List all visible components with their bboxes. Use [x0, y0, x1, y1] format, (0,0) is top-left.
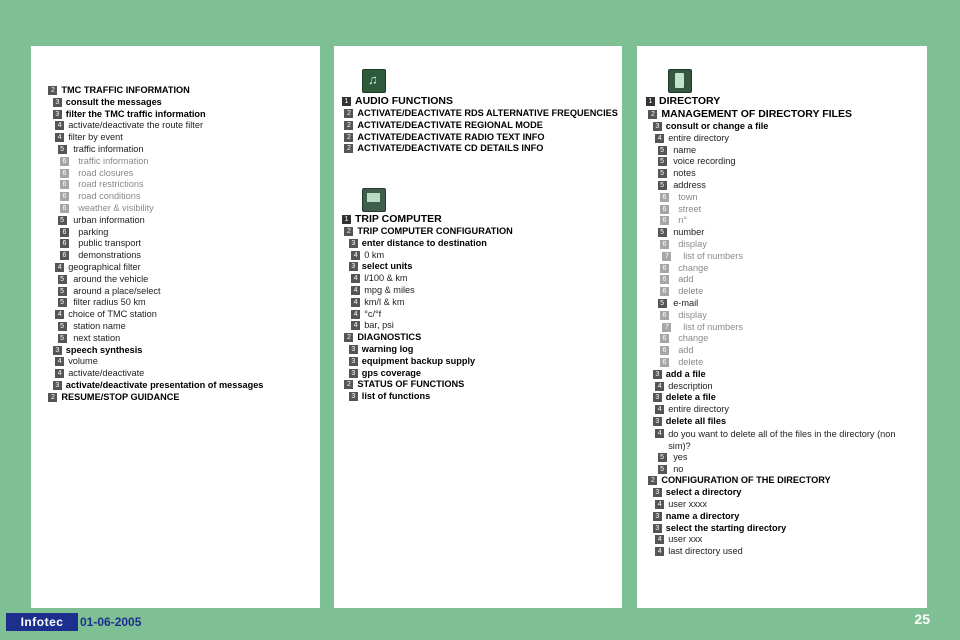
menu-item-label: consult or change a file	[665, 121, 769, 131]
menu-item-label: ACTIVATE/DEACTIVATE RDS ALTERNATIVE FREQUENCIES	[357, 108, 618, 118]
menu-item-label: warning log	[361, 343, 414, 354]
menu-item	[31, 356, 320, 368]
menu-item	[637, 464, 927, 476]
menu-item-label: no	[673, 463, 684, 474]
menu-item-label: MANAGEMENT OF DIRECTORY FILES	[661, 108, 852, 120]
menu-item-label: list of numbers	[683, 250, 743, 261]
level-badge: 3	[653, 524, 662, 533]
menu-item	[334, 391, 622, 403]
menu-item-label: AUDIO FUNCTIONS	[355, 95, 453, 107]
menu-item	[334, 273, 622, 285]
menu-item	[637, 392, 927, 404]
menu-item	[31, 179, 320, 191]
level-badge: 6	[660, 334, 669, 343]
menu-item	[31, 380, 320, 392]
directory-menu-list	[637, 95, 927, 558]
menu-item-label: name a directory	[665, 510, 740, 521]
menu-item	[31, 168, 320, 180]
menu-item-label: name	[673, 144, 697, 155]
menu-item-label: display	[678, 238, 707, 249]
menu-item-label: speech synthesis	[65, 344, 143, 355]
menu-item	[334, 285, 622, 297]
directory-icon	[668, 69, 692, 93]
menu-item-label: TMC TRAFFIC INFORMATION	[61, 85, 190, 95]
menu-item	[637, 192, 927, 204]
menu-item-label: RESUME/STOP GUIDANCE	[61, 391, 180, 402]
menu-item-label: delete	[678, 286, 704, 297]
level-badge: 5	[658, 299, 667, 308]
menu-item-label: station name	[73, 320, 126, 331]
menu-item-label: filter the TMC traffic information	[65, 108, 206, 119]
audio-icon	[362, 69, 386, 93]
menu-item-label: °c/°f	[364, 308, 382, 319]
level-badge: 6	[660, 275, 669, 284]
level-badge: 6	[660, 193, 669, 202]
menu-item-label: change	[678, 262, 709, 273]
level-badge: 6	[60, 204, 69, 213]
menu-item	[637, 298, 927, 310]
menu-item	[637, 108, 927, 121]
menu-item-label: road restrictions	[78, 179, 144, 190]
menu-item	[637, 168, 927, 180]
menu-item-label: gps coverage	[361, 367, 422, 378]
level-badge: 4	[351, 274, 360, 283]
level-badge: 5	[658, 228, 667, 237]
menu-item	[31, 297, 320, 309]
level-badge: 2	[48, 86, 57, 95]
menu-item-label: user xxxx	[668, 498, 707, 509]
menu-item-label: ACTIVATE/DEACTIVATE REGIONAL MODE	[357, 119, 543, 130]
menu-item	[637, 404, 927, 416]
menu-item-label: filter radius 50 km	[73, 297, 146, 308]
menu-item-label: delete	[678, 356, 704, 367]
level-badge: 3	[653, 488, 662, 497]
footer-date: 01-06-2005	[80, 615, 142, 629]
menu-item	[637, 428, 927, 452]
level-badge: 4	[55, 310, 64, 319]
menu-item	[637, 227, 927, 239]
level-badge: 5	[58, 334, 67, 343]
menu-item	[31, 191, 320, 203]
menu-item-label: select units	[361, 261, 413, 272]
menu-item	[31, 345, 320, 357]
level-badge: 4	[351, 310, 360, 319]
menu-item-label: address	[673, 179, 706, 190]
level-badge: 6	[660, 264, 669, 273]
level-badge: 4	[655, 535, 664, 544]
level-badge: 2	[648, 110, 657, 119]
menu-item-label: choice of TMC station	[68, 309, 157, 320]
level-badge: 6	[60, 192, 69, 201]
menu-item	[334, 379, 622, 391]
menu-item-label: entire directory	[668, 132, 729, 143]
menu-item	[637, 487, 927, 499]
menu-item	[31, 109, 320, 121]
menu-item-label: 0 km	[364, 249, 385, 260]
menu-item-label: e-mail	[673, 297, 699, 308]
menu-item	[637, 452, 927, 464]
level-badge: 7	[662, 323, 671, 332]
level-badge: 6	[660, 216, 669, 225]
audio-menu-list	[334, 95, 622, 155]
menu-item	[31, 309, 320, 321]
level-badge: 4	[351, 251, 360, 260]
menu-item-label: l/100 & km	[364, 273, 408, 284]
menu-item	[31, 262, 320, 274]
menu-item	[637, 546, 927, 558]
menu-item-label: geographical filter	[68, 261, 141, 272]
menu-item-label: activate/deactivate presentation of messages	[65, 379, 264, 390]
level-badge: 1	[342, 215, 351, 224]
menu-item-label: list of numbers	[683, 321, 743, 332]
level-badge: 4	[655, 500, 664, 509]
menu-item	[31, 238, 320, 250]
menu-item	[637, 499, 927, 511]
level-badge: 4	[351, 298, 360, 307]
menu-item	[334, 143, 622, 155]
level-badge: 6	[60, 180, 69, 189]
level-badge: 6	[60, 157, 69, 166]
right-panel	[637, 46, 927, 608]
menu-item	[334, 320, 622, 332]
menu-item	[31, 156, 320, 168]
level-badge: 3	[53, 381, 62, 390]
level-badge: 4	[655, 547, 664, 556]
menu-item-label: delete a file	[665, 392, 716, 403]
menu-item	[334, 108, 622, 120]
level-badge: 2	[344, 227, 353, 236]
level-badge: 4	[55, 133, 64, 142]
level-badge: 4	[655, 429, 664, 438]
menu-item-label: road closures	[78, 167, 134, 178]
level-badge: 2	[344, 144, 353, 153]
menu-item-label: around a place/select	[73, 285, 161, 296]
menu-item-label: delete all files	[665, 415, 727, 426]
page-number: 25	[914, 611, 930, 627]
level-badge: 3	[653, 370, 662, 379]
level-badge: 5	[58, 287, 67, 296]
menu-item	[637, 263, 927, 275]
level-badge: 5	[658, 169, 667, 178]
menu-item-label: weather & visibility	[78, 202, 154, 213]
menu-item	[31, 333, 320, 345]
menu-item	[334, 309, 622, 321]
menu-item	[637, 95, 927, 108]
menu-item	[31, 97, 320, 109]
level-badge: 5	[658, 146, 667, 155]
level-badge: 4	[655, 405, 664, 414]
menu-item-label: parking	[78, 226, 109, 237]
menu-item-label: activate/deactivate	[68, 368, 145, 379]
level-badge: 5	[658, 157, 667, 166]
menu-item-label: TRIP COMPUTER	[355, 213, 442, 225]
middle-panel	[334, 46, 622, 608]
menu-item-label: km/l & km	[364, 296, 405, 307]
menu-item-label: display	[678, 309, 707, 320]
menu-item-label: entire directory	[668, 404, 729, 415]
level-badge: 2	[344, 121, 353, 130]
trip-computer-menu-list	[334, 213, 622, 403]
menu-item-label: street	[678, 203, 702, 214]
menu-item	[31, 215, 320, 227]
menu-item	[31, 392, 320, 404]
level-badge: 4	[655, 134, 664, 143]
menu-item	[334, 261, 622, 273]
menu-item-label: voice recording	[673, 156, 736, 167]
menu-item	[334, 95, 622, 108]
menu-item	[637, 357, 927, 369]
menu-item	[31, 321, 320, 333]
level-badge: 2	[344, 109, 353, 118]
menu-item	[637, 133, 927, 145]
level-badge: 5	[658, 465, 667, 474]
menu-item-label: ACTIVATE/DEACTIVATE CD DETAILS INFO	[357, 143, 544, 154]
menu-item-label: DIRECTORY	[659, 95, 721, 107]
level-badge: 1	[342, 97, 351, 106]
menu-item-label: road conditions	[78, 191, 141, 202]
menu-item	[637, 416, 927, 428]
level-badge: 4	[351, 286, 360, 295]
menu-item-label: demonstrations	[78, 250, 142, 261]
menu-item-label: user xxx	[668, 534, 703, 545]
menu-item	[334, 226, 622, 238]
infotec-logo: Infotec	[6, 613, 78, 631]
menu-item	[31, 274, 320, 286]
menu-item-label: select the starting directory	[665, 522, 787, 533]
menu-item	[334, 238, 622, 250]
menu-item	[31, 286, 320, 298]
menu-item-label: do you want to delete all of the files in the directory (non sim)?	[668, 428, 896, 451]
menu-item	[637, 381, 927, 393]
level-badge: 3	[653, 122, 662, 131]
menu-item	[637, 534, 927, 546]
menu-item-label: next station	[73, 332, 121, 343]
menu-item-label: number	[673, 227, 705, 238]
menu-item	[637, 310, 927, 322]
menu-item-label: town	[678, 191, 698, 202]
menu-item-label: public transport	[78, 238, 142, 249]
level-badge: 3	[53, 346, 62, 355]
menu-item-label: last directory used	[668, 546, 743, 557]
menu-item	[637, 286, 927, 298]
level-badge: 3	[349, 392, 358, 401]
menu-item	[637, 251, 927, 263]
menu-item	[637, 121, 927, 133]
level-badge: 1	[646, 97, 655, 106]
tmc-menu-list	[31, 85, 320, 404]
menu-item	[31, 132, 320, 144]
level-badge: 6	[60, 239, 69, 248]
menu-item	[637, 369, 927, 381]
menu-item-label: description	[668, 380, 713, 391]
level-badge: 5	[58, 216, 67, 225]
level-badge: 6	[60, 251, 69, 260]
level-badge: 3	[53, 110, 62, 119]
menu-item-label: consult the messages	[65, 96, 162, 107]
menu-item-label: list of functions	[361, 391, 431, 402]
level-badge: 6	[60, 169, 69, 178]
menu-item-label: traffic information	[73, 143, 144, 154]
level-badge: 4	[55, 121, 64, 130]
level-badge: 2	[648, 476, 657, 485]
level-badge: 4	[655, 382, 664, 391]
level-badge: 5	[658, 181, 667, 190]
level-badge: 6	[660, 311, 669, 320]
level-badge: 4	[351, 321, 360, 330]
menu-item	[31, 144, 320, 156]
menu-item	[637, 475, 927, 487]
menu-item	[31, 85, 320, 97]
menu-item	[637, 345, 927, 357]
menu-item-label: filter by event	[68, 132, 123, 143]
menu-item-label: DIAGNOSTICS	[357, 332, 422, 343]
level-badge: 3	[349, 262, 358, 271]
menu-item-label: yes	[673, 451, 688, 462]
menu-item-label: mpg & miles	[364, 284, 415, 295]
level-badge: 6	[660, 287, 669, 296]
menu-item-label: notes	[673, 168, 696, 179]
menu-item-label: select a directory	[665, 487, 742, 498]
menu-item	[31, 227, 320, 239]
level-badge: 7	[662, 252, 671, 261]
level-badge: 3	[349, 239, 358, 248]
level-badge: 4	[55, 357, 64, 366]
menu-item	[334, 250, 622, 262]
left-panel	[31, 46, 320, 608]
level-badge: 3	[53, 98, 62, 107]
menu-item	[637, 523, 927, 535]
level-badge: 5	[58, 275, 67, 284]
level-badge: 5	[58, 298, 67, 307]
menu-item	[637, 145, 927, 157]
menu-item	[31, 120, 320, 132]
trip-computer-icon	[362, 188, 386, 212]
menu-item	[31, 203, 320, 215]
menu-item-label: enter distance to destination	[361, 237, 487, 248]
menu-item	[334, 132, 622, 144]
level-badge: 2	[344, 133, 353, 142]
menu-item-label: change	[678, 333, 709, 344]
menu-item-label: urban information	[73, 214, 145, 225]
level-badge: 6	[660, 358, 669, 367]
level-badge: 5	[58, 145, 67, 154]
level-badge: 3	[349, 369, 358, 378]
menu-item	[637, 511, 927, 523]
menu-item	[334, 332, 622, 344]
menu-item	[31, 368, 320, 380]
level-badge: 2	[344, 333, 353, 342]
menu-item	[637, 239, 927, 251]
menu-item	[31, 250, 320, 262]
menu-item-label: add	[678, 345, 694, 356]
level-badge: 3	[349, 357, 358, 366]
menu-item	[637, 333, 927, 345]
menu-item-label: traffic information	[78, 155, 149, 166]
menu-item-label: TRIP COMPUTER CONFIGURATION	[357, 226, 513, 236]
level-badge: 3	[349, 345, 358, 354]
menu-item-label: n°	[678, 215, 687, 226]
menu-item	[334, 344, 622, 356]
level-badge: 5	[658, 453, 667, 462]
menu-item	[637, 180, 927, 192]
menu-item	[334, 368, 622, 380]
menu-item-label: activate/deactivate the route filter	[68, 120, 204, 131]
menu-item	[334, 213, 622, 226]
level-badge: 3	[653, 512, 662, 521]
menu-item-label: STATUS OF FUNCTIONS	[357, 379, 465, 390]
level-badge: 5	[58, 322, 67, 331]
menu-item	[637, 274, 927, 286]
level-badge: 3	[653, 417, 662, 426]
level-badge: 2	[344, 380, 353, 389]
level-badge: 3	[653, 393, 662, 402]
level-badge: 6	[660, 240, 669, 249]
level-badge: 6	[660, 205, 669, 214]
level-badge: 6	[660, 346, 669, 355]
menu-item	[334, 120, 622, 132]
menu-item	[637, 322, 927, 334]
menu-item	[637, 215, 927, 227]
menu-item	[637, 204, 927, 216]
menu-item	[637, 156, 927, 168]
menu-item-label: add	[678, 274, 694, 285]
level-badge: 2	[48, 393, 57, 402]
menu-item-label: equipment backup supply	[361, 355, 476, 366]
menu-item-label: volume	[68, 356, 98, 367]
level-badge: 6	[60, 228, 69, 237]
menu-item-label: bar, psi	[364, 320, 394, 331]
level-badge: 4	[55, 263, 64, 272]
menu-item-label: CONFIGURATION OF THE DIRECTORY	[661, 475, 831, 486]
menu-item-label: around the vehicle	[73, 273, 149, 284]
menu-item	[334, 356, 622, 368]
menu-item	[334, 297, 622, 309]
level-badge: 4	[55, 369, 64, 378]
menu-item-label: ACTIVATE/DEACTIVATE RADIO TEXT INFO	[357, 131, 545, 142]
menu-item-label: add a file	[665, 368, 706, 379]
